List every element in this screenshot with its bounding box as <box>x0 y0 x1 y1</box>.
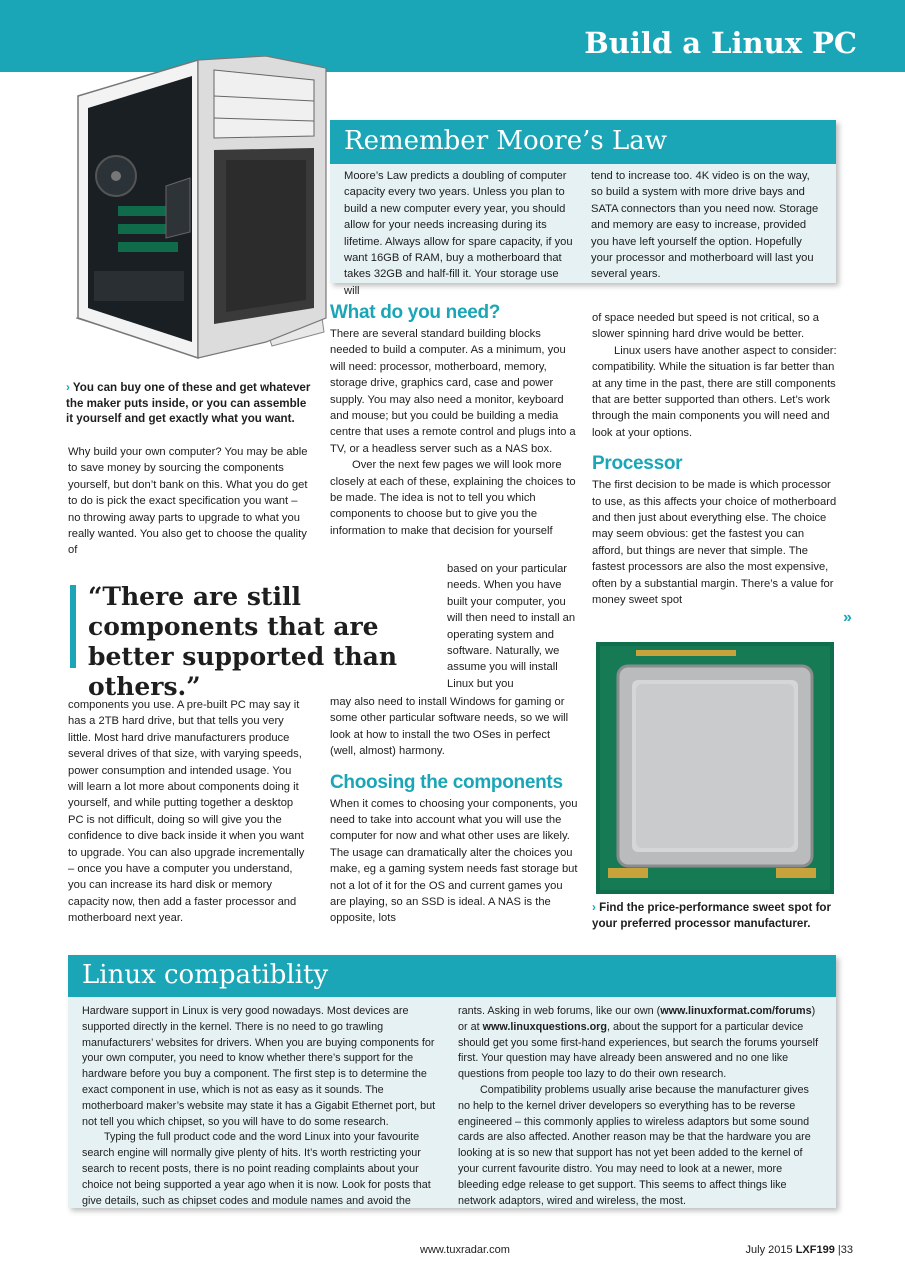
footer-page-info: July 2015 LXF199 |33 <box>745 1244 853 1256</box>
moore-law-col1: Moore’s Law predicts a doubling of computer capacity every two years. Unless you plan to build a new computer every year, you should allow for your needs increasing during its lifetime. Always allow for spare capacity, if you want 16GB of RAM, buy a motherboard that takes 32GB and half-fill it. Your storage use will <box>344 170 573 297</box>
col3: of space needed but speed is not critical, so a slower spinning hard drive would be better. Linux users have another aspect to consider: compatibility. While the situation is far better than at any time in the past, there are still components that are better supported than others. Let’s work through the main components you will need and look at your options. Processor The first decision to be made is which processor to use, as this affects your choice of motherboard and then just about everything else. The choice may seem obvious: get the fastest you can afford, but things are never that simple. The fastest processors are also the most expensive, often by a substantial margin. There’s a value for money sweet spot <box>592 312 837 607</box>
pull-quote: “There are still components that are better supported than others.” <box>88 582 398 701</box>
pull-quote-bar <box>70 585 76 668</box>
moore-law-col2: tend to increase too. 4K video is on the way, so build a system with more drive bays and SATA connectors than you need now. Storage and memory are easy to increase, provided you have left yourself the option. Hopefully your processor and motherboard will last you several years. <box>591 170 819 281</box>
heading-choosing-components: Choosing the components <box>330 771 563 793</box>
linux-compat-col1: Hardware support in Linux is very good nowadays. Most devices are supported directly in the kernel. There is no need to go trawling manufacturers’ websites for drivers. When you are buying components for your own computer, you need to know whether there’s support for the hardware before you buy a component. The first step is to determine the exact component in use, which is not as easy as it sounds. The motherboard maker’s website may state it has a Gigabit Ethernet port, but not tell you which chipset, so you will have to do some research. Typing the full product code and the word Linux into your favourite search engine will normally give plenty of hits. It’s worth restricting your search to recent posts, there is no point reading complaints about your choice not being supported a year ago when it is now. Look for posts that give details, such as chipset codes and module names and avoid the <box>82 1005 436 1207</box>
col2-top: What do you need? There are several standard building blocks needed to build a computer. As a minimum, you will need: processor, motherboard, memory, storage drive, graphics card, case and power supply. You may also need a monitor, keyboard and mouse; but you could be building a media centre that uses a remote control and plugs into a TV, or a headless server such as a NAS box. Over the next few pages we will look more closely at each of these, explaining the choices to be made. The idea is not to tell you which components to choose but to give you the information to make that decision for yourself <box>330 302 578 539</box>
heading-processor: Processor <box>592 453 683 475</box>
linux-compat-title: Linux compatiblity <box>82 960 329 990</box>
col1-intro: Why build your own computer? You may be able to save money by sourcing the components yourself, but don’t bank on this. What you do get to do is pick the exact specification you want – no throwing away parts to upgrade to what you really wanted. You also get to choose the quality of <box>68 446 308 557</box>
heading-what-do-you-need: What do you need? <box>330 302 501 323</box>
case-image-caption: › You can buy one of these and get whatever the maker puts inside, or you can assemble it yourself and get exactly what you want. <box>66 381 311 425</box>
linuxquestions-link[interactable]: www.linuxquestions.org <box>482 1020 607 1033</box>
col2-bottom: may also need to install Windows for gaming or some other particular software needs, so we will look at how to install the two OSes in perfect (well, almost) harmony. Choosing the components When it comes to choosing your components, you need to take into account what you will use the computer for now and what other uses are likely. The usage can dramatically alter the choices you make, eg a gaming system needs fast storage but not a lot of it for the OS and current games you are playing, so an SSD is ideal. A NAS is the opposite, lots <box>330 696 578 925</box>
footer-url[interactable]: www.tuxradar.com <box>420 1244 510 1256</box>
caption-arrow-icon: › <box>592 901 596 914</box>
continue-arrow-icon: » <box>843 609 852 626</box>
linux-compat-col2: rants. Asking in web forums, like our own (www.linuxformat.com/forums) or at www.linuxquestions.org, about the support for a particular device should get you some first-hand experiences, but search the forums yourself first. Your question may have already been answered and no one like questions from people too lazy to do their own research. Compatibility problems usually arise because the manufacturer gives no help to the kernel driver developers so everything has to be reverse engineered – this commonly applies to wireless adaptors but some sound cards are also affected. Another reason may be that the hardware you are looking at is so new that support has not yet been added to the kernel of your current favourite distro. You may need to look at a newer, more bleeding edge release to get support. This seems to affect things like network adaptors, wired and wireless, the most. <box>458 1005 819 1207</box>
caption-arrow-icon: › <box>66 381 70 394</box>
cpu-image <box>596 642 834 894</box>
linuxformat-forums-link[interactable]: www.linuxformat.com/forums <box>660 1005 812 1017</box>
col2-wrap-text: based on your particular needs. When you have built your computer, you will then need to install an operating system and software. Naturally, we assume you will install Linux but you <box>447 563 576 690</box>
moore-law-title: Remember Moore’s Law <box>344 126 668 156</box>
col1-continued: components you use. A pre-built PC may say it has a 2TB hard drive, but that tells you very little. Most hard drive manufacturers produce several drives of that size, with varying speeds, power consumption and intended usage. You will learn a lot more about components doing it yourself, and while putting together a desktop PC is not difficult, doing so will give you the confidence to dive back inside it when you want to upgrade. You can also upgrade incrementally – once you have a computer you understand, you can increase its hard disk or memory capacity now, then add a faster processor and motherboard next year. <box>68 699 305 925</box>
cpu-image-caption: › Find the price-performance sweet spot for your preferred processor manufacturer. <box>592 901 832 930</box>
pc-case-image <box>66 56 328 368</box>
page-section-title: Build a Linux PC <box>584 26 857 60</box>
